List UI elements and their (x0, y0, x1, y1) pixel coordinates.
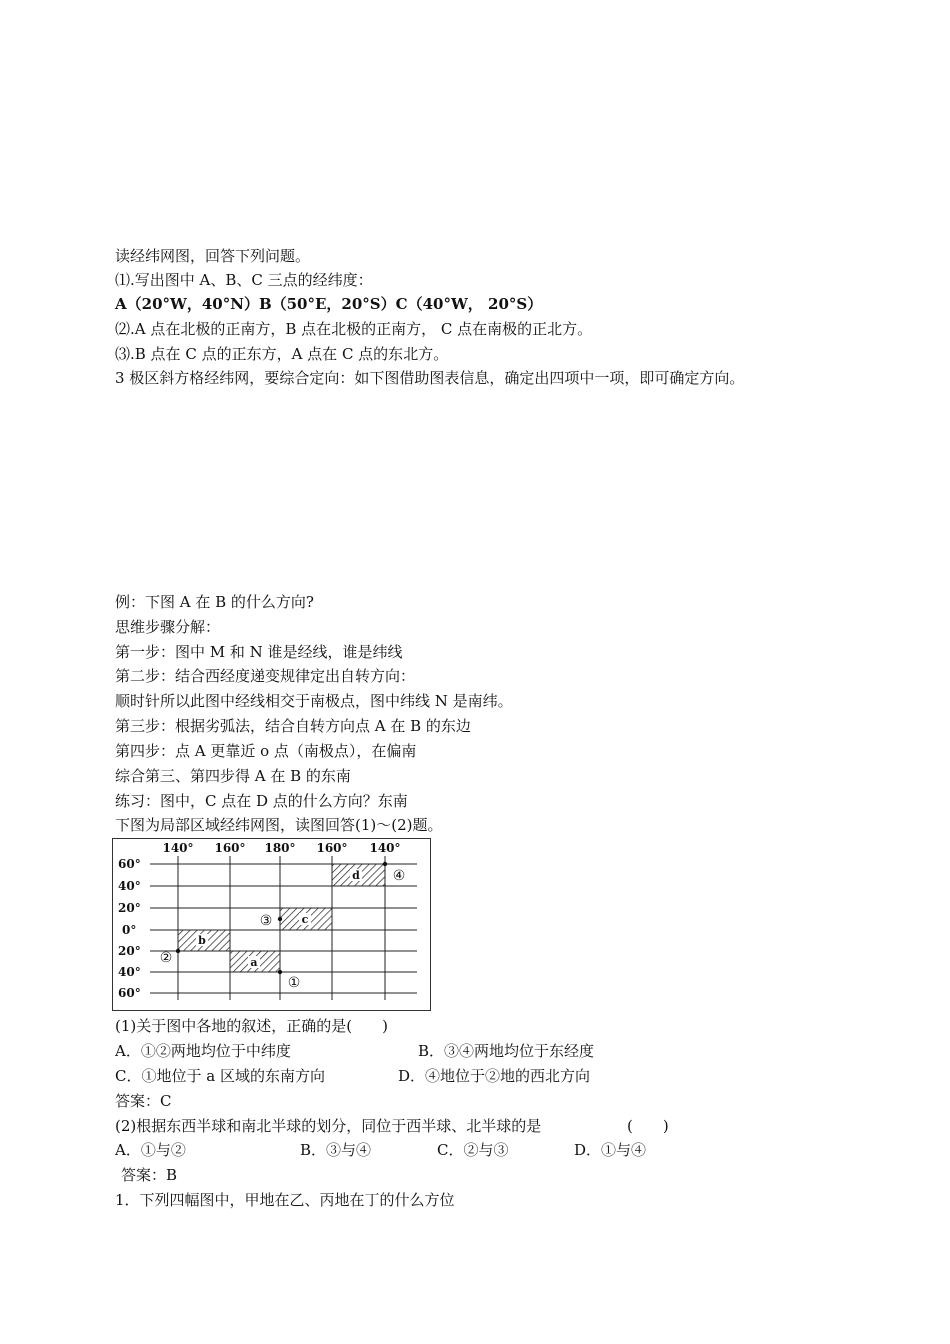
lat-label: 60° (118, 857, 141, 871)
point-label-4: ④ (392, 868, 406, 884)
question-2-paren: ( ) (627, 1117, 669, 1135)
region-label-b: b (198, 934, 206, 947)
region-label-c: c (301, 913, 309, 926)
text-line: 练习：图中，C 点在 D 点的什么方向？东南 (115, 792, 408, 810)
text-line: 顺时针所以此图中经线相交于南极点，图中纬线 N 是南纬。 (115, 692, 513, 710)
answer-1: 答案：C (115, 1092, 172, 1110)
point-label-3: ③ (259, 913, 273, 929)
choice-1b: B．③④两地均位于东经度 (418, 1042, 595, 1060)
text-line-coordinates: A（20°W，40°N）B（50°E，20°S）C（40°W， 20°S） (115, 295, 543, 313)
text-line: 例：下图 A 在 B 的什么方向? (115, 593, 314, 611)
point-marker-3 (278, 917, 282, 921)
text-line: 第一步：图中 M 和 N 谁是经线，谁是纬线 (115, 643, 403, 661)
choice-2b: B．③与④ (300, 1141, 372, 1159)
choice-1d: D．④地位于②地的西北方向 (398, 1067, 591, 1085)
lon-label: 140° (369, 841, 401, 855)
lat-label: 40° (118, 965, 141, 979)
lat-label: 60° (118, 986, 141, 1000)
text-line: 下图为局部区域经纬网图，读图回答(1)～(2)题。 (115, 816, 443, 834)
lon-label: 160° (316, 841, 348, 855)
point-marker-2 (176, 949, 180, 953)
lon-label: 180° (264, 841, 296, 855)
region-label-d: d (352, 869, 360, 882)
question-2: (2)根据东西半球和南北半球的划分，同位于西半球、北半球的是 (115, 1117, 542, 1135)
text-line: 3 极区斜方格经纬网，要综合定向：如下图借助图表信息，确定出四项中一项，即可确定方向。 (115, 369, 745, 387)
text-line: 读经纬网图，回答下列问题。 (115, 247, 311, 265)
choice-1a: A．①②两地均位于中纬度 (115, 1042, 291, 1060)
text-line: 第三步：根据劣弧法，结合自转方向点 A 在 B 的东边 (115, 717, 471, 735)
choice-2a: A．①与② (115, 1141, 186, 1159)
text-line: ⑶.B 点在 C 点的正东方，A 点在 C 点的东北方。 (115, 345, 449, 363)
lat-label: 20° (118, 944, 141, 958)
question-3: 1．下列四幅图中，甲地在乙、丙地在丁的什么方位 (115, 1191, 455, 1209)
question-1: (1)关于图中各地的叙述，正确的是( ) (115, 1017, 388, 1035)
lat-label: 20° (118, 901, 141, 915)
text-line: 第四步：点 A 更靠近 o 点（南极点），在偏南 (115, 742, 417, 760)
text-line: 思维步骤分解： (115, 618, 221, 636)
point-label-2: ② (159, 950, 173, 966)
answer-2: 答案：B (121, 1166, 178, 1184)
text-line: ⑵.A 点在北极的正南方，B 点在北极的正南方， C 点在南极的正北方。 (115, 320, 593, 338)
choice-2c: C．②与③ (437, 1141, 509, 1159)
choice-2d: D．①与④ (574, 1141, 647, 1159)
lon-label: 140° (162, 841, 194, 855)
lon-label: 160° (214, 841, 246, 855)
region-label-a: a (250, 956, 258, 969)
point-marker-4 (383, 862, 387, 866)
text-line: ⑴.写出图中 A、B、C 三点的经纬度： (115, 271, 373, 289)
lat-label: 40° (118, 879, 141, 893)
lat-label: 0° (122, 923, 137, 937)
choice-1c: C．①地位于 a 区域的东南方向 (115, 1067, 325, 1085)
graticule-figure (112, 838, 432, 1012)
text-line: 综合第三、第四步得 A 在 B 的东南 (115, 767, 351, 785)
point-marker-1 (278, 970, 282, 974)
point-label-1: ① (287, 975, 301, 991)
text-line: 第二步：结合西经度递变规律定出自转方向： (115, 667, 416, 685)
